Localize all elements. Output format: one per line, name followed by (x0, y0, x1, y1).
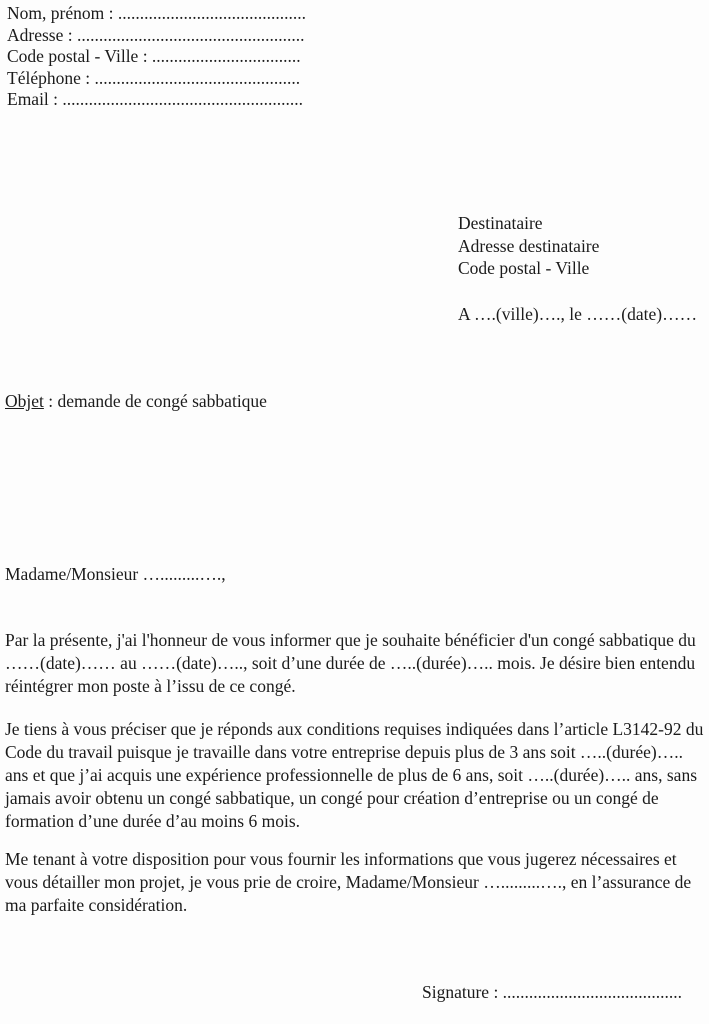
recipient-postal-city-line: Code postal - Ville (458, 258, 590, 279)
subject-text: demande de congé sabbatique (57, 391, 267, 411)
subject-line (5, 390, 267, 413)
body-paragraph-3: Me tenant à votre disposition pour vous fournir les informations que vous jugerez nécessaires et vous détailler mon projet, je vous prie de croire, Madame/Monsieur ….........…., en l’assurance de ma parfaite considération. (5, 849, 696, 915)
subject-separator: : (43, 391, 58, 411)
sender-email-line: Email : ....................................................... (7, 89, 304, 110)
recipient-address-line: Adresse destinataire (458, 235, 600, 256)
signature-line: Signature : ......................................... (422, 982, 683, 1002)
recipient-name-line: Destinataire (458, 213, 543, 233)
sender-block (7, 3, 306, 111)
sender-postal-city-line: Code postal - Ville : .................................. (7, 46, 301, 67)
salutation-line: Madame/Monsieur ….........…., (5, 564, 226, 584)
body-paragraph-2: Je tiens à vous préciser que je réponds aux conditions requises indiquées dans l’article L3142-92 du Code du travail puisque je travaille dans votre entreprise depuis plus de 3 ans soit …..(durée)….. ans et que j’ai acquis une expérience professionnelle de plus de 6 ans, soit …..(durée)….. ans, sans jamais avoir obtenu un congé sabbatique, un congé pour création d’entreprise ou un congé de formation d’une durée d’au moins 6 mois. (5, 719, 708, 831)
sender-name-line: Nom, prénom : ........................................... (7, 3, 306, 23)
city-date-line: A ….(ville)…., le ……(date)…… (458, 304, 698, 324)
sender-phone-line: Téléphone : ............................................... (7, 67, 301, 88)
subject-label: Objet (5, 391, 44, 411)
sender-address-line: Adresse : .................................................... (7, 24, 305, 45)
recipient-block (458, 212, 599, 280)
body-paragraph-1: Par la présente, j'ai l'honneur de vous informer que je souhaite bénéficier d'un congé sabbatique du ……(date)…… au ……(date)….., soit d’une durée de …..(durée)….. mois. Je désire bien entendu réintégrer mon poste à l’issu de ce congé. (5, 630, 701, 696)
